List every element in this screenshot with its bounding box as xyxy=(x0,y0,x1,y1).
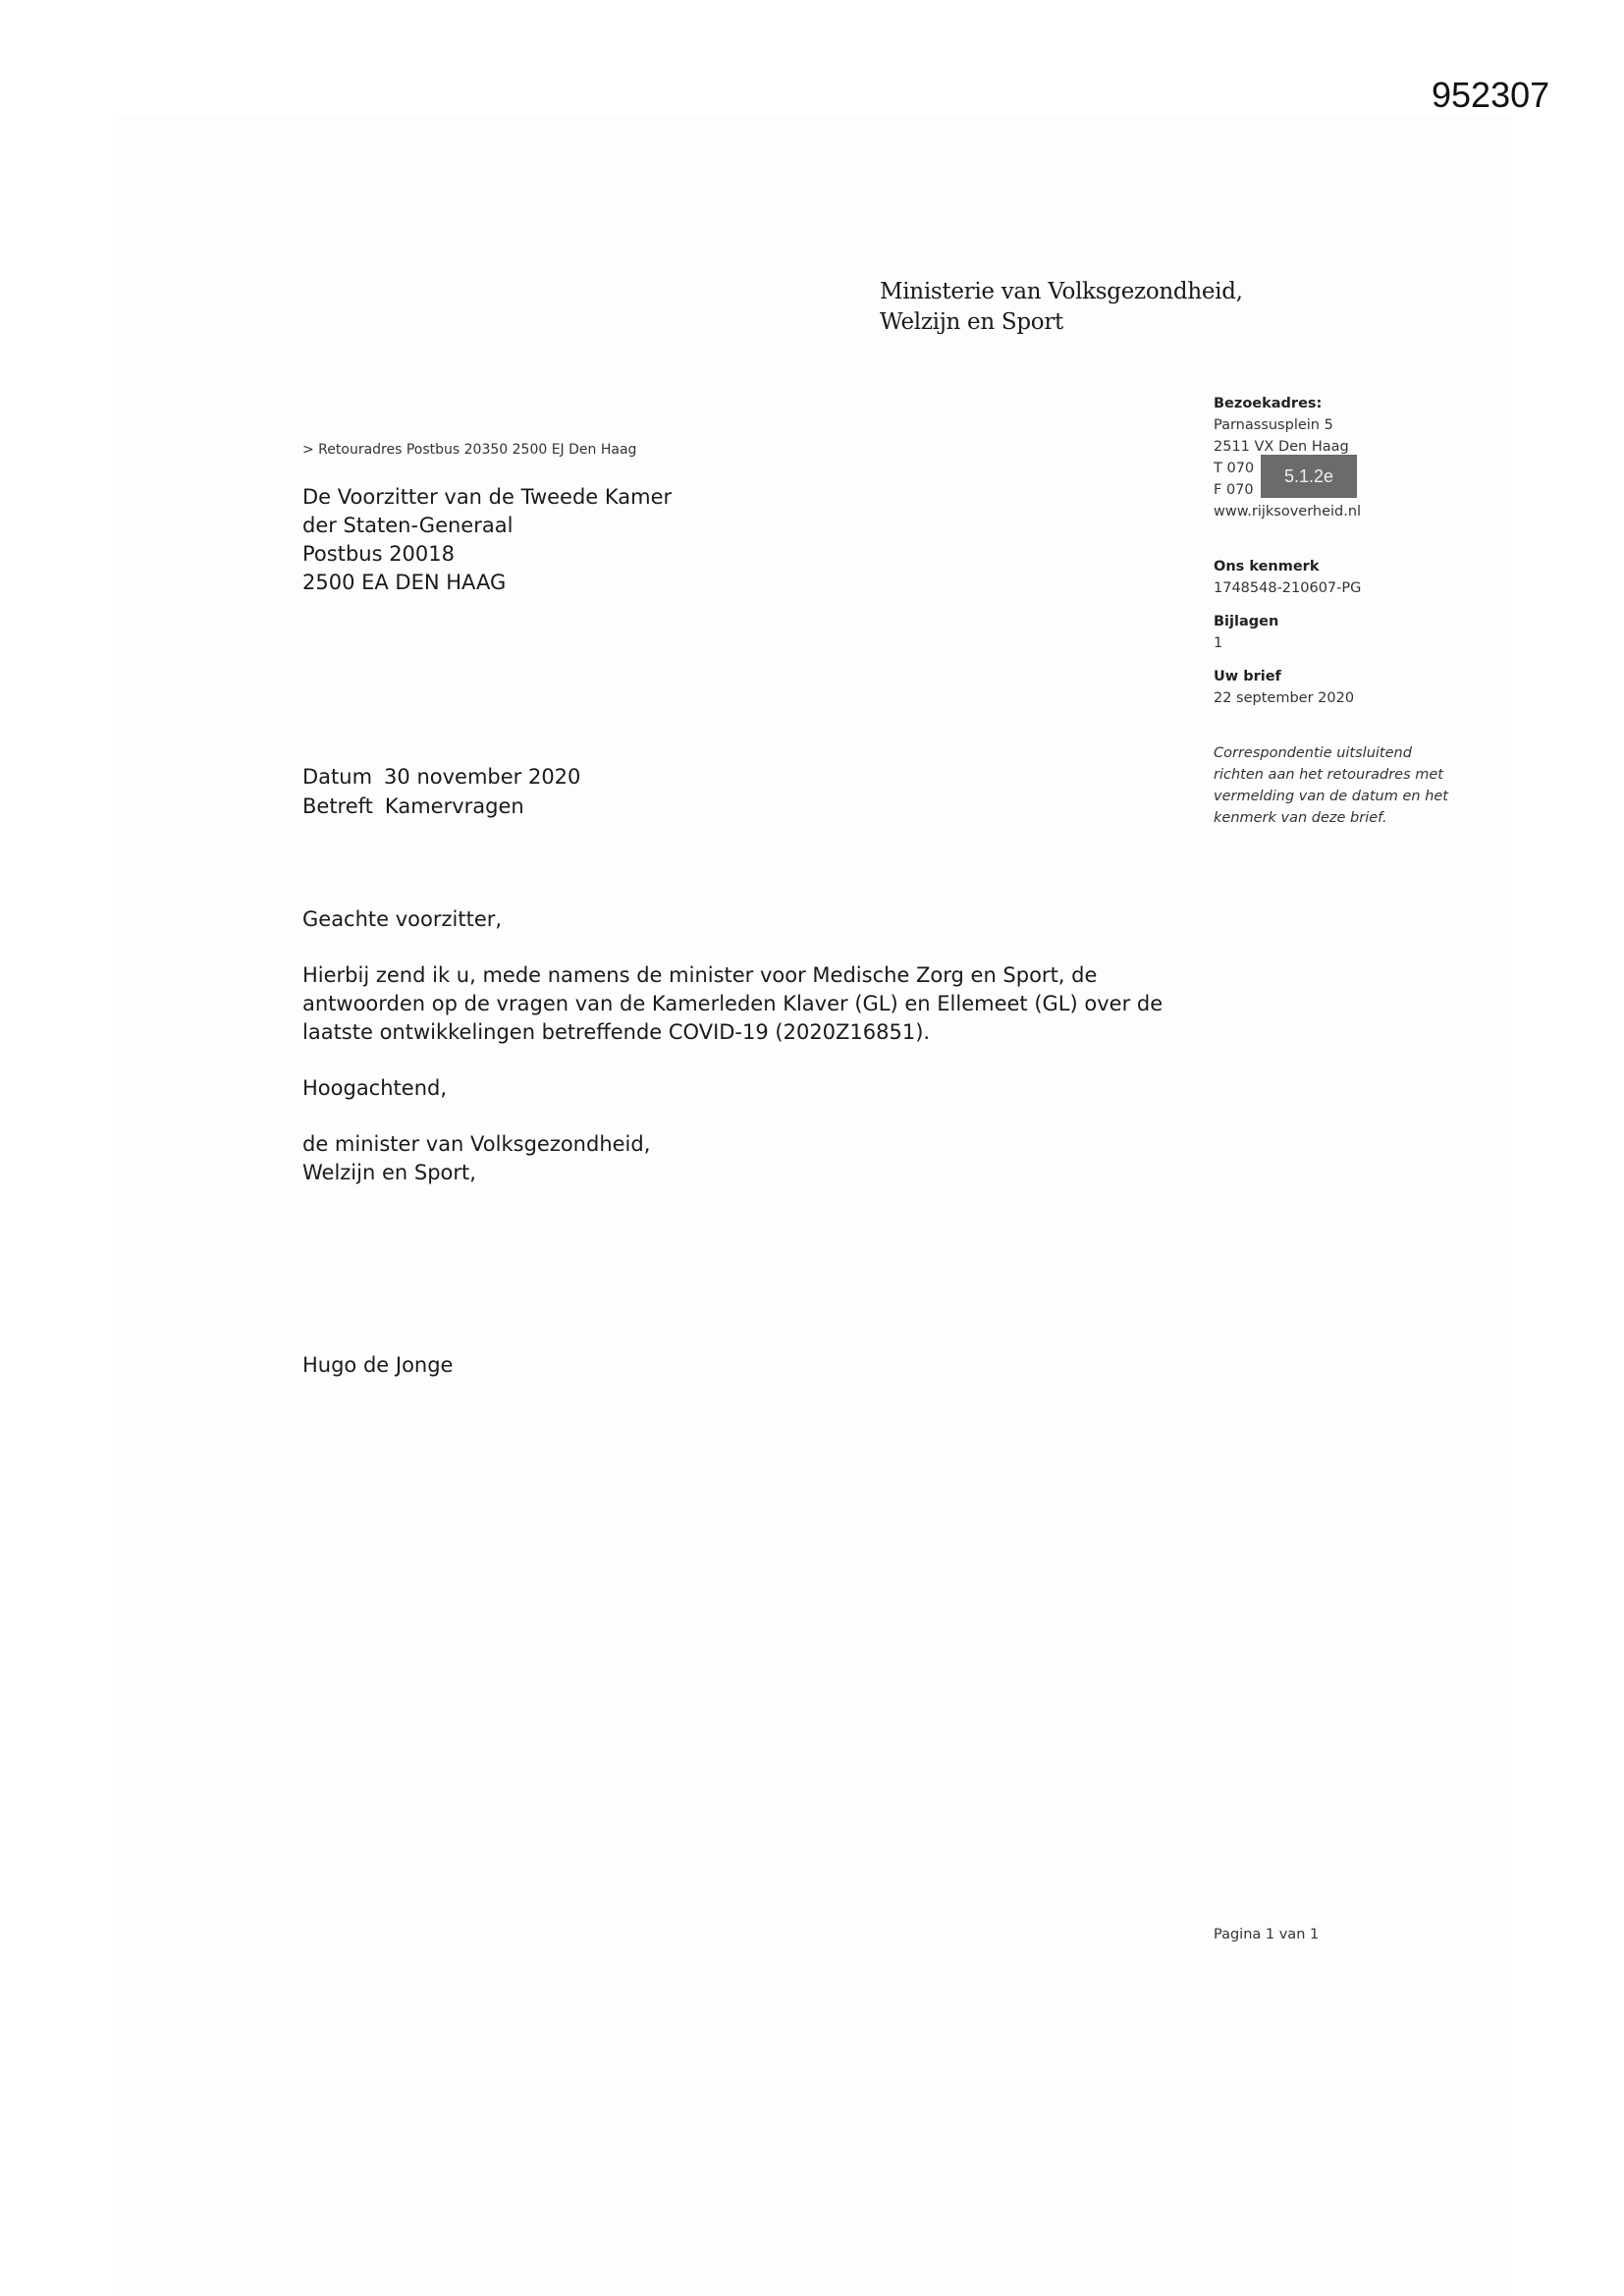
date-row xyxy=(302,762,580,792)
ministry-logo-text xyxy=(880,277,1243,338)
attachments-value: 1 xyxy=(1214,635,1223,651)
website-link[interactable]: www.rijksoverheid.nl xyxy=(1214,504,1362,519)
page-count: Pagina 1 van 1 xyxy=(1214,1927,1320,1942)
recipient-address xyxy=(302,483,672,597)
logo-line-2: Welzijn en Sport xyxy=(880,309,1063,335)
closing: Hoogachtend, xyxy=(302,1076,448,1100)
main-paragraph xyxy=(302,961,1216,1047)
visit-city: 2511 VX Den Haag xyxy=(1214,439,1349,455)
visit-address-label: Bezoekadres: xyxy=(1214,396,1323,411)
document-number: 952307 xyxy=(1432,75,1550,115)
paragraph-line-2: antwoorden op de vragen van de Kamerleden Klaver (GL) en Ellemeet (GL) over de xyxy=(302,992,1164,1015)
correspondence-note: Correspondentie uitsluitend richten aan het retouradres met vermelding van de datum en het kenmerk van deze brief. xyxy=(1214,745,1448,826)
recipient-line-1: De Voorzitter van de Tweede Kamer xyxy=(302,485,673,509)
date-label: Datum xyxy=(302,765,373,789)
paragraph-line-1: Hierbij zend ik u, mede namens de minister voor Medische Zorg en Sport, de xyxy=(302,963,1098,987)
fax-number: F 070 xyxy=(1214,482,1254,498)
redaction-box: 5.1.2e xyxy=(1261,455,1357,498)
signer-line-1: de minister van Volksgezondheid, xyxy=(302,1132,651,1156)
paragraph-line-3: laatste ontwikkelingen betreffende COVID-19 (2020Z16851). xyxy=(302,1020,931,1044)
signer-line-2: Welzijn en Sport, xyxy=(302,1161,476,1184)
return-address: > Retouradres Postbus 20350 2500 EJ Den Haag xyxy=(302,442,637,458)
visit-street: Parnassusplein 5 xyxy=(1214,417,1333,433)
subject-value: Kamervragen xyxy=(384,794,524,818)
reference-label: Ons kenmerk xyxy=(1214,559,1320,574)
reference-value: 1748548-210607-PG xyxy=(1214,580,1362,596)
date-value: 30 november 2020 xyxy=(384,765,581,789)
attachments-label: Bijlagen xyxy=(1214,614,1279,629)
your-letter-label: Uw brief xyxy=(1214,669,1281,684)
recipient-line-4: 2500 EA DEN HAAG xyxy=(302,571,507,594)
your-letter-value: 22 september 2020 xyxy=(1214,690,1355,706)
recipient-line-3: Postbus 20018 xyxy=(302,542,455,566)
signature-name: Hugo de Jonge xyxy=(302,1353,454,1377)
subject-label: Betreft xyxy=(302,794,373,818)
phone-number: T 070 xyxy=(1214,461,1255,476)
salutation: Geachte voorzitter, xyxy=(302,907,503,931)
signer-title xyxy=(302,1130,1216,1187)
recipient-line-2: der Staten-Generaal xyxy=(302,514,514,537)
subject-row xyxy=(302,792,580,821)
letter-meta xyxy=(302,762,580,821)
logo-line-1: Ministerie van Volksgezondheid, xyxy=(880,279,1243,304)
letter-body xyxy=(302,905,1216,1187)
